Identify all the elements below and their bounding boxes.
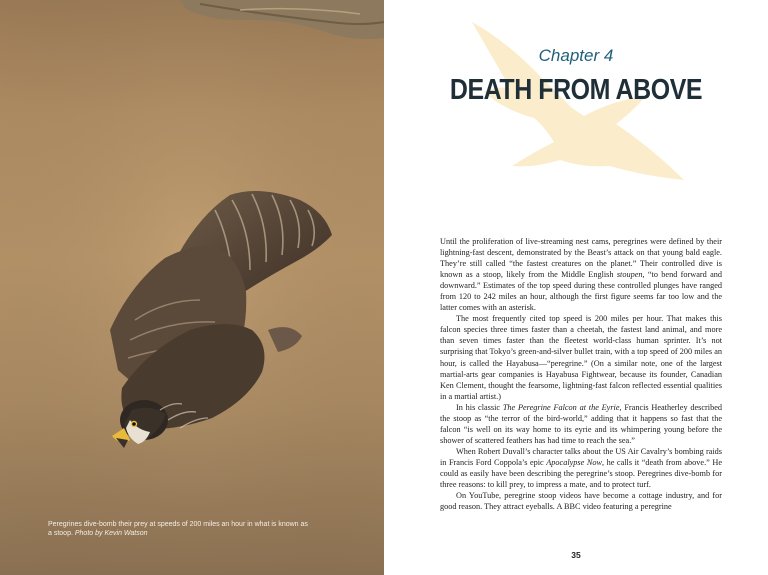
text-run: , “to bend forward and downward.” Estimates of the top speed during these controlled plunges have ranged from 120 to 242 miles an hour, although the first figure seems far too low and the latter comes with an asterisk. <box>440 270 722 313</box>
text-run: , he calls it “death from above.” He could as easily have been describing the peregrine’s stoop. Peregrines dive-bomb for three reasons: to kill prey, to impress a mate, and to protect turf. <box>440 457 722 490</box>
text-run: When Robert Duvall’s character talks about the US Air Cavalry’s bombing raids in Francis Ford Coppola’s epic <box>440 446 722 467</box>
page-number: 35 <box>571 550 581 560</box>
chapter-title: DEATH FROM ABOVE <box>449 74 703 106</box>
text-run: , Francis Heatherley described the stoop as “the terror of the bird-world,” adding that it happens so fast that the falcon “is well on its way home to its eyrie and its whimpering young before the shower of scattered feathers has had time to reach the sea.” <box>440 402 722 445</box>
italic-run: Apocalypse Now <box>546 457 602 467</box>
body-text <box>440 236 722 512</box>
body-paragraph <box>440 446 722 490</box>
body-paragraph <box>440 402 722 446</box>
italic-run: stoupen <box>616 270 643 280</box>
text-run: The most frequently cited top speed is 200 miles per hour. That makes this falcon species three times faster than a cheetah, the fastest land animal, and more than seven times faster than the fleetest world-class human sprinter. It’s not surprising that Tokyo’s green-and-silver bullet train, with a top speed of 200 miles an hour, is called the Hayabusa—“peregrine.” (On a similar note, one of the largest martial-arts gear companies is Hayabusa Fightwear, because its founder, Canadian Ken Clement, thought the fearsome, lightning-fast falcon reflected essential qualities in a martial artist.) <box>440 314 722 401</box>
italic-run: The Peregrine Falcon at the Eyrie <box>502 402 620 412</box>
text-run: In his classic <box>456 402 503 412</box>
text-page <box>384 0 768 575</box>
text-run: Until the proliferation of live-streaming nest cams, peregrines were defined by their lightning-fast descent, demonstrated by the Beast’s attack on that young bald eagle. They’re still called “the fastest creatures on the planet.” Their controlled dive is known as a stoop, likely from the Middle English <box>440 237 722 280</box>
photo-caption <box>48 520 308 538</box>
bird-silhouette-watermark <box>384 0 768 240</box>
caption-text: Peregrines dive-bomb their prey at speeds of 200 miles an hour in what is known as a stoop. <box>48 521 308 537</box>
body-paragraph <box>440 490 722 512</box>
text-run: On YouTube, peregrine stoop videos have become a cottage industry, and for good reason. They attract eyeballs. A BBC video featuring a peregrine <box>440 491 722 512</box>
caption-credit: Photo by Kevin Watson <box>74 530 148 537</box>
chapter-label: Chapter 4 <box>538 46 614 65</box>
body-paragraph <box>440 313 722 401</box>
body-paragraph <box>440 236 722 313</box>
